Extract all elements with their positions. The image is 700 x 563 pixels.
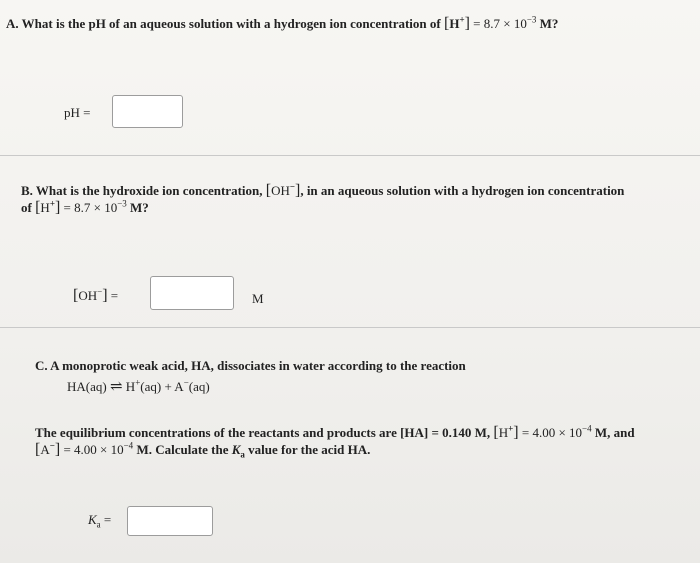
divider-a-b: [0, 155, 700, 156]
reaction-equation: HA(aq) ⇌ H+(aq) + A−(aq): [67, 377, 210, 395]
part-b-question-line2: of $[H^+] = 8.7 \times 10^{-3}$ M?: [21, 198, 149, 216]
oh-label: [OH−] =: [73, 286, 119, 304]
part-c-line1: The equilibrium concentrations of the reactants and products are [HA] = 0.140 M, $[H^+] = 4.00 \times 10^{-4}$ M, and: [35, 423, 635, 441]
part-c-line2: $[A^-] = 4.00 \times 10^{-4}$ M. Calculate the $K_a$ value for the acid HA.: [35, 440, 371, 460]
part-b-question-line1: B. What is the hydroxide ion concentration, [OH−], in an aqueous solution with a hydrogen ion concentration: [21, 181, 625, 199]
divider-b-c: [0, 327, 700, 328]
oh-answer-input[interactable]: [150, 276, 234, 310]
part-a-question: A. What is the pH of an aqueous solution with a hydrogen ion concentration of $[H^+] = 8.7 \times 10^{-3}$ M?: [6, 14, 559, 32]
equilibrium-arrow-icon: ⇌: [109, 379, 123, 395]
oh-unit: M: [252, 291, 264, 306]
ph-answer-input[interactable]: [112, 95, 183, 128]
ka-label: $K_a$ =: [88, 512, 112, 530]
part-c-intro: C. A monoprotic weak acid, HA, dissociates in water according to the reaction: [35, 358, 466, 373]
ph-label: pH =: [64, 105, 91, 120]
ka-answer-input[interactable]: [127, 506, 213, 536]
part-a-question-text: A. What is the pH of an aqueous solution with a hydrogen ion concentration of: [6, 16, 441, 31]
